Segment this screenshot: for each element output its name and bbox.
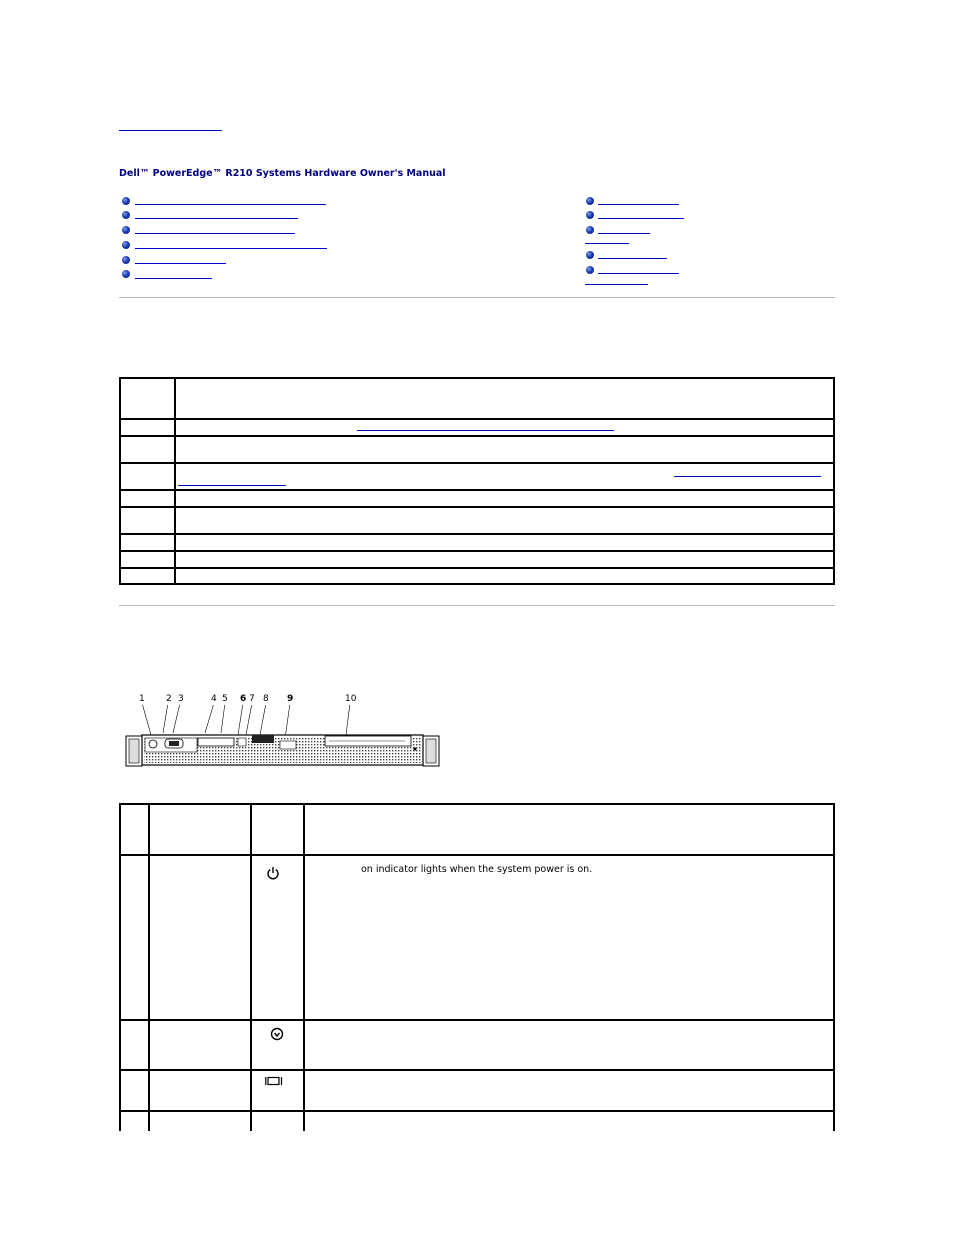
table-cell (251, 1111, 304, 1131)
table-cell (304, 1111, 834, 1131)
toc-bullet-icon (122, 256, 130, 264)
table-cell (149, 1111, 251, 1131)
table-cell (175, 551, 834, 568)
toc-bullet-icon (586, 251, 594, 259)
callout-6: 6 (240, 694, 247, 704)
manual-title: Dell™ PowerEdge™ R210 Systems Hardware Owner's Manual (119, 168, 446, 179)
toc-bullet-icon (122, 226, 130, 234)
toc-link-4[interactable] (135, 248, 327, 249)
table-cell (251, 855, 304, 1020)
table-cell (120, 551, 175, 568)
table-cell (175, 568, 834, 584)
table-cell (120, 534, 175, 551)
callout-3: 3 (178, 694, 184, 704)
table-cell (251, 1020, 304, 1070)
table-cell (120, 1111, 149, 1131)
table-cell (304, 1020, 834, 1070)
toc-bullet-icon (122, 270, 130, 278)
callout-1: 1 (139, 694, 145, 704)
table-cell (251, 804, 304, 855)
callout-10: 10 (345, 694, 357, 704)
table-cell (304, 1070, 834, 1111)
table-cell (120, 1070, 149, 1111)
table-cell (120, 419, 175, 436)
info-link-1[interactable] (357, 430, 614, 431)
table-cell (175, 534, 834, 551)
toc-link-5[interactable] (135, 263, 226, 264)
table-cell (149, 855, 251, 1020)
power-indicator-text: on indicator lights when the system power is on. (361, 864, 593, 875)
callout-8: 8 (263, 694, 269, 704)
table-cell (120, 804, 149, 855)
table-cell (175, 436, 834, 463)
callout-4: 4 (211, 694, 217, 704)
table-cell (149, 1020, 251, 1070)
table-cell (149, 1070, 251, 1111)
table-cell (149, 804, 251, 855)
info-link-2a[interactable] (674, 476, 821, 477)
table-cell (175, 507, 834, 534)
toc-link-2[interactable] (135, 218, 298, 219)
callout-5: 5 (222, 694, 228, 704)
nmi-button-icon (270, 1027, 284, 1041)
front-panel-features-table (119, 803, 835, 1131)
table-cell (120, 855, 149, 1020)
top-link[interactable] (119, 130, 222, 131)
table-cell (175, 463, 834, 490)
toc-bullet-icon (122, 241, 130, 249)
toc-link-9a[interactable] (598, 233, 650, 234)
table-cell (120, 463, 175, 490)
callout-9: 9 (287, 694, 294, 704)
table-cell (304, 855, 834, 1020)
callout-2: 2 (166, 694, 172, 704)
table-cell (304, 804, 834, 855)
table-cell (120, 568, 175, 584)
toc-bullet-icon (586, 197, 594, 205)
table-cell (175, 419, 834, 436)
toc-link-9b[interactable] (585, 243, 629, 244)
table-cell (120, 378, 175, 419)
info-link-2b[interactable] (178, 485, 286, 486)
toc-link-3[interactable] (135, 233, 295, 234)
table-cell (251, 1070, 304, 1111)
section-divider (119, 297, 835, 298)
info-table (119, 377, 835, 585)
table-cell (120, 436, 175, 463)
toc-bullet-icon (122, 197, 130, 205)
toc-link-1[interactable] (135, 204, 326, 205)
toc-link-11a[interactable] (598, 273, 679, 274)
system-id-icon (265, 1076, 283, 1086)
toc-link-10[interactable] (598, 258, 667, 259)
table-cell (175, 378, 834, 419)
toc-bullet-icon (586, 266, 594, 274)
toc-bullet-icon (122, 211, 130, 219)
table-cell (120, 507, 175, 534)
toc-bullet-icon (586, 226, 594, 234)
power-icon (266, 866, 280, 880)
toc-link-8[interactable] (598, 218, 684, 219)
toc-link-11b[interactable] (585, 284, 648, 285)
table-cell (120, 490, 175, 507)
toc-bullet-icon (586, 211, 594, 219)
toc-link-6[interactable] (135, 278, 212, 279)
table-cell (175, 490, 834, 507)
toc-link-7[interactable] (598, 204, 679, 205)
callout-7: 7 (249, 694, 255, 704)
section-divider (119, 605, 835, 606)
front-panel-diagram (125, 705, 440, 767)
table-cell (120, 1020, 149, 1070)
